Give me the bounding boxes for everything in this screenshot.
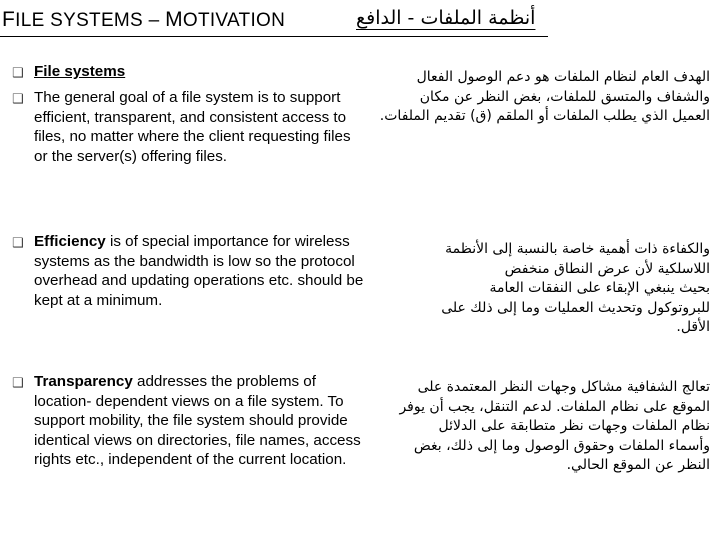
title-cap-f: F	[2, 8, 16, 31]
title-part-1: ILE SYSTEMS –	[15, 10, 166, 31]
bullet-text	[34, 372, 364, 470]
bullet-body: is of special importance for wireless systems as the bandwidth is low so the protocol overhead and updating operations etc. should be kept at a minimum.	[34, 233, 364, 309]
bullet-term: Transparency	[34, 373, 133, 390]
bullet-icon: ❑	[12, 236, 24, 251]
title-english	[2, 8, 285, 32]
arabic-paragraph-2: والكفاءة ذات أهمية خاصة بالنسبة إلى الأنظمة اللاسلكية لأن عرض النطاق منخفض بحيث ينبغي الإبقاء على النفقات العامة للبروتوكول وتحديث العمليات وما إلى ذلك على الأقل.	[441, 241, 710, 335]
arabic-paragraph-1: الهدف العام لنظام الملفات هو دعم الوصول الفعال والشفاف والمتسق للملفات، بغض النظر عن مكان العميل الذي يطلب الملفات أو الملقم (ق) تقديم الملفات.	[379, 69, 710, 124]
title-cap-m: M	[165, 8, 183, 31]
slide-title	[2, 8, 718, 38]
bullet-heading: File systems	[34, 63, 126, 80]
bullet-body: addresses the problems of location- dependent views on a file system. To support mobility, the file system should provide identical views on directories, file names, access rights etc., independent of the current location.	[34, 373, 361, 468]
bullet-text: The general goal of a file system is to support efficient, transparent, and consistent access to files, no matter where the client requesting files or the server(s) offering files.	[34, 89, 351, 165]
title-underline	[0, 36, 548, 37]
bullet-icon: ❑	[12, 66, 24, 81]
title-part-2: OTIVATION	[182, 10, 286, 31]
arabic-paragraph-3: تعالج الشفافية مشاكل وجهات النظر المعتمدة على الموقع على نظام الملفات. لدعم التنقل، يجب أن يوفر نظام الملفات وجهات نظر متطابقة على الدلائل وأسماء الملفات وحقوق الوصول وما إلى ذلك، بغض النظر عن الموقع الحالي.	[399, 379, 710, 473]
bullet-text	[34, 232, 364, 310]
bullet-term: Efficiency	[34, 233, 106, 250]
bullet-icon: ❑	[12, 376, 24, 391]
bullet-icon: ❑	[12, 92, 24, 107]
title-arabic: أنظمة الملفات - الدافع	[356, 7, 536, 29]
